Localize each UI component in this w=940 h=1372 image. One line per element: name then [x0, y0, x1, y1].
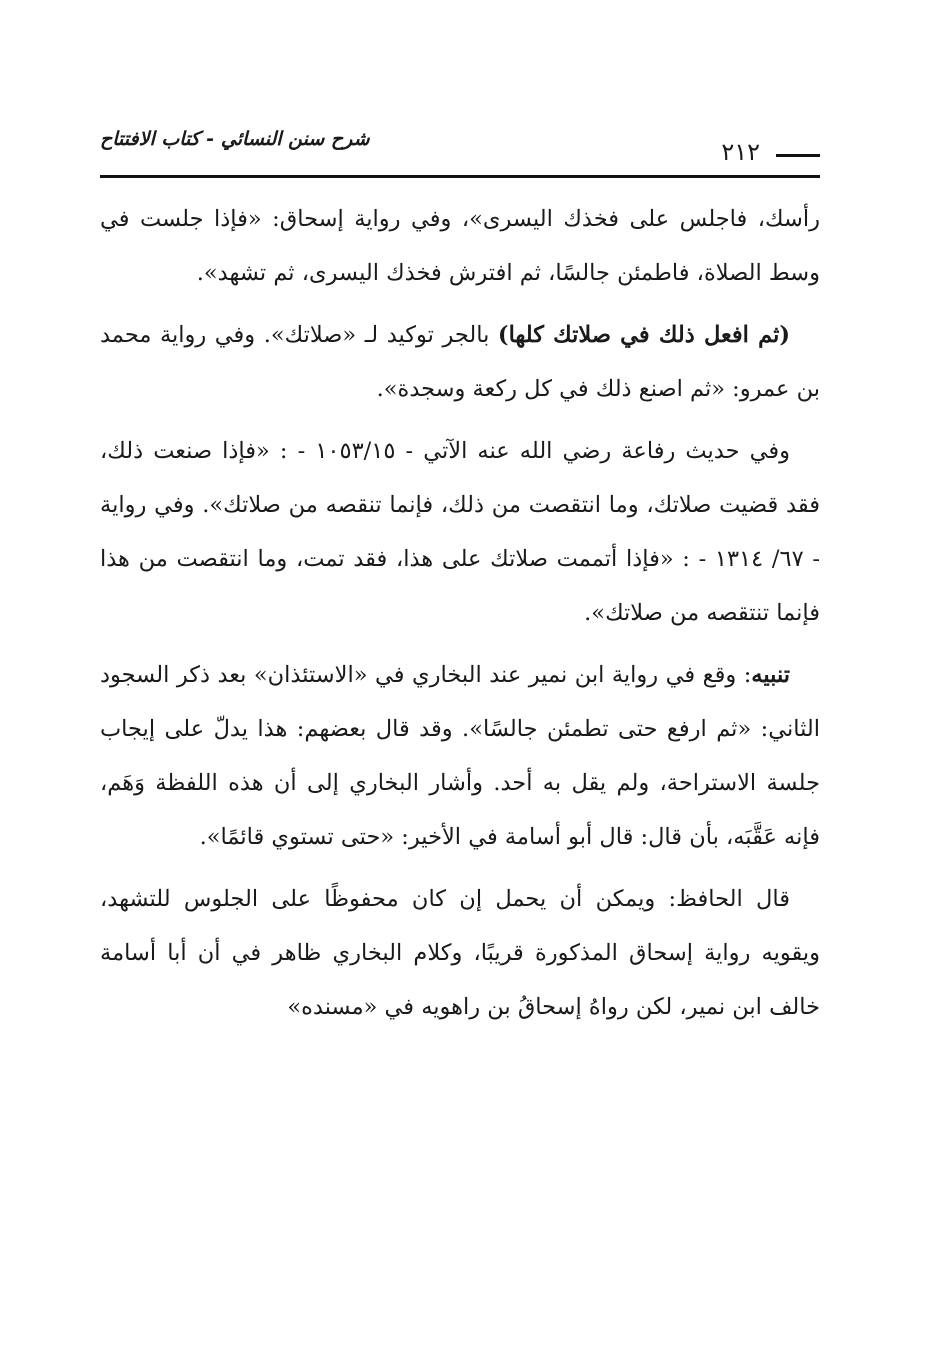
page-number: ٢١٢ [721, 138, 760, 166]
paragraph-lead: (ثم افعل ذلك في صلاتك كلها) [497, 322, 790, 348]
paragraph [100, 648, 820, 864]
page-body [100, 192, 820, 1034]
paragraph [100, 308, 820, 416]
paragraph-text: وفي حديث رفاعة رضي الله عنه الآتي - ١٠٥٣/١٥ - : «فإذا صنعت ذلك، فقد قضيت صلاتك، وما انتقصت من ذلك، فإنما تنقصه من صلاتك». وفي رواية - ٦٧/ ١٣١٤ - : «فإذا أتممت صلاتك على هذا، فقد تمت، وما انتقصت من هذا فإنما تنتقصه من صلاتك». [100, 438, 821, 626]
header-rule [100, 175, 820, 178]
paragraph [100, 872, 820, 1034]
running-title: شرح سنن النسائي - كتاب الافتتاح [100, 128, 370, 150]
paragraph [100, 192, 820, 300]
paragraph-text: : وقع في رواية ابن نمير عند البخاري في «الاستئذان» بعد ذكر السجود الثاني: «ثم ارفع حتى تطمئن جالسًا». وقد قال بعضهم: هذا يدلّ على إيجاب جلسة الاستراحة، ولم يقل به أحد. وأشار البخاري إلى أن هذه اللفظة وَهَم، فإنه عَقَّبَه، بأن قال: قال أبو أسامة في الأخير: «حتى تستوي قائمًا». [100, 662, 820, 850]
paragraph-lead: تنبيه [751, 662, 790, 688]
paragraph-text: قال الحافظ: ويمكن أن يحمل إن كان محفوظًا على الجلوس للتشهد، ويقويه رواية إسحاق المذكورة قريبًا، وكلام البخاري ظاهر في أن أبا أسامة خالف ابن نمير، لكن رواهُ إسحاقُ بن راهويه في «مسنده» [100, 886, 820, 1020]
page-number-dash [776, 154, 820, 157]
paragraph-text: بالجر توكيد لـ «صلاتك». وفي رواية محمد بن عمرو: «ثم اصنع ذلك في كل ركعة وسجدة». [100, 322, 820, 402]
page-header [100, 120, 820, 180]
paragraph-text: رأسك، فاجلس على فخذك اليسرى»، وفي رواية إسحاق: «فإذا جلست في وسط الصلاة، فاطمئن جالسًا، ثم افترش فخذك اليسرى، ثم تشهد». [100, 206, 820, 286]
paragraph [100, 424, 820, 640]
